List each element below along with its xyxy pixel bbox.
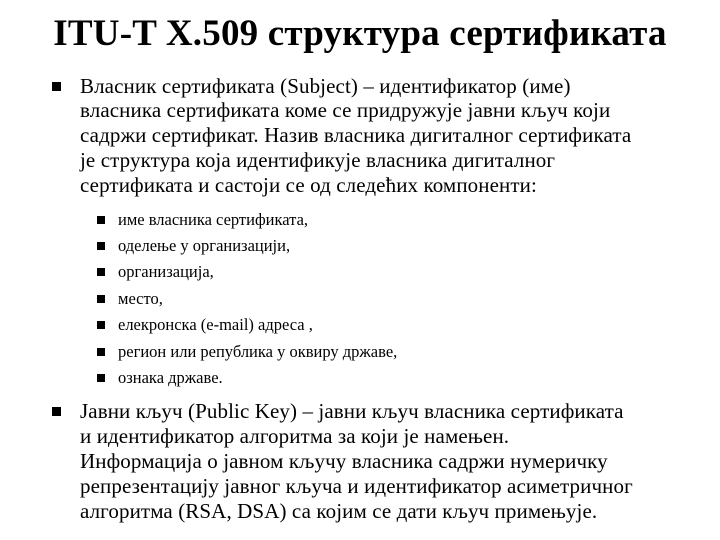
sub-item-text: организација, [118, 262, 214, 281]
text-line: Јавни кључ (Public Key) – јавни кључ власника сертификата [80, 399, 624, 423]
text-line: сертификата и састоји се од следећих компоненти: [80, 173, 537, 197]
text-line: Власник сертификата (Subject) – идентификатор (име) [80, 74, 571, 98]
slide-title: ITU-T X.509 структура сертификата [53, 13, 667, 54]
text-line: и идентификатор алгоритма за који је намењен. [80, 424, 510, 448]
text-line: је структура која идентификује власника дигиталног [80, 148, 556, 172]
text-line: алгоритма (RSA, DSA) са којим се дати кључ примењује. [80, 499, 598, 523]
text-line: Информација о јавном кључу власника садржи нумеричку [80, 449, 608, 473]
sub-item-text: регион или република у оквиру државе, [118, 342, 398, 361]
sub-item-text: елекронска (e-mail) адреса , [118, 315, 313, 334]
square-bullet-icon [97, 216, 105, 224]
sub-item-text: ознака државе. [118, 368, 223, 387]
square-bullet-icon [52, 82, 61, 91]
sub-item-text: име власника сертификата, [118, 210, 309, 229]
square-bullet-icon [97, 321, 105, 329]
square-bullet-icon [52, 407, 61, 416]
square-bullet-icon [97, 348, 105, 356]
square-bullet-icon [97, 268, 105, 276]
square-bullet-icon [97, 374, 105, 382]
text-line: власника сертификата коме се придружује јавни кључ који [80, 98, 611, 122]
sub-item-text: место, [118, 289, 163, 308]
text-line: репрезентацију јавног кључа и идентификатор асиметричног [80, 474, 633, 498]
square-bullet-icon [97, 242, 105, 250]
text-line: садржи сертификат. Назив власника дигиталног сертификата [80, 123, 632, 147]
square-bullet-icon [97, 295, 105, 303]
sub-item-text: оделење у организацији, [118, 236, 291, 255]
